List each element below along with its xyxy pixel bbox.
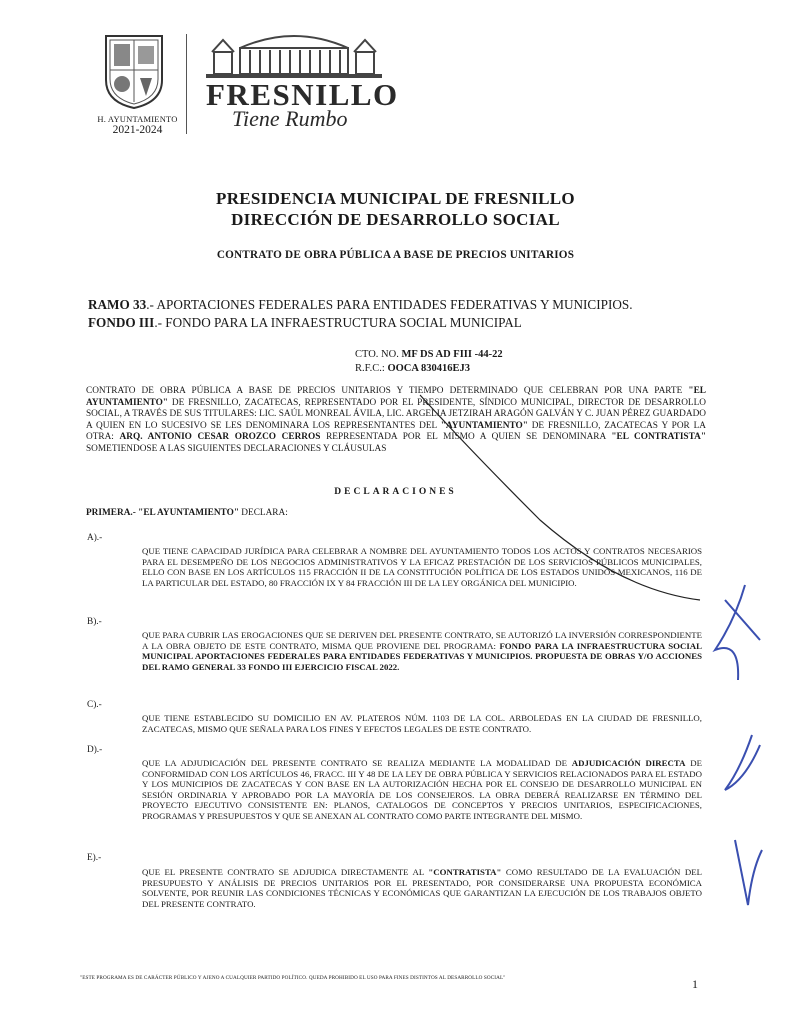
header-divider xyxy=(186,34,187,134)
rfc-value: OOCA 830416EJ3 xyxy=(387,363,470,374)
primera-label: PRIMERA.- "EL AYUNTAMIENTO" xyxy=(86,508,239,518)
contractor-name: ARQ. ANTONIO CESAR OROZCO CERROS xyxy=(119,432,321,442)
intro-text-4: REPRESENTADA POR EL MISMO A QUIEN SE DENOMINARA xyxy=(320,432,612,442)
ramo-line xyxy=(88,297,633,313)
intro-text-3: DE FRESNILLO, ZACATECAS Y POR LA OTRA: xyxy=(86,420,706,442)
intro-contratista: "EL CONTRATISTA" xyxy=(611,432,706,442)
item-e-contratista: "CONTRATISTA" xyxy=(428,867,502,877)
declaraciones-heading: DECLARACIONES xyxy=(334,487,457,497)
intro-text-5: SOMETIENDOSE A LAS SIGUIENTES DECLARACIONES Y CLÁUSULAS xyxy=(86,443,387,454)
item-b-paragraph xyxy=(142,630,702,672)
item-c-text: QUE TIENE ESTABLECIDO SU DOMICILIO EN AV. PLATEROS NÚM. 1103 DE LA COL. ARBOLEDAS EN LA CIUDAD DE FRESNILLO, ZACATECAS, MISMO QUE SEÑALA PARA LOS FINES Y EFECTOS LEGALES DE ESTE CONTRATO. xyxy=(142,713,702,734)
signature-blue-2 xyxy=(725,735,760,790)
fresnillo-building-logo-icon xyxy=(206,28,382,82)
item-d-modality: ADJUDICACIÓN DIRECTA xyxy=(571,758,686,768)
signature-blue-3 xyxy=(735,840,762,905)
fondo-text: .- FONDO PARA LA INFRAESTRUCTURA SOCIAL MUNICIPAL xyxy=(154,315,522,330)
municipal-seal-icon xyxy=(100,30,168,110)
cto-value: MF DS AD FIII -44-22 xyxy=(401,349,503,360)
item-d-text-1: QUE LA ADJUDICACIÓN DEL PRESENTE CONTRATO SE REALIZA MEDIANTE LA MODALIDAD DE xyxy=(142,758,572,768)
item-a-text: QUE TIENE CAPACIDAD JURÍDICA PARA CELEBRAR A NOMBRE DEL AYUNTAMIENTO TODOS LOS ACTOS Y CONTRATOS NECESARIOS PARA EL DESEMPEÑO DE LOS NEGOCIOS ADMINISTRATIVOS Y LA EFICAZ PRESTACIÓN DE LOS SERVICIOS PÚBLICOS MUNICIPALES, ELLO CON BASE EN LOS ARTÍCULOS 115 FRACCIÓN II DE LA CONSTITUCIÓN POLÍTICA DE LOS ESTADOS UNIDOS MEXICANOS, 116 DE LA PARTICULAR DEL ESTADO, 80 FRACCIÓN IX Y 84 FRACCIÓN III DE LA LEY ORGÁNICA DEL MUNICIPIO. xyxy=(142,546,702,588)
fondo-label: FONDO III xyxy=(88,315,155,330)
brand-slogan: Tiene Rumbo xyxy=(232,106,348,131)
cto-label: CTO. NO. xyxy=(355,349,399,360)
ayuntamiento-label: H. AYUNTAMIENTO xyxy=(97,114,178,124)
intro-paragraph xyxy=(86,386,706,455)
signature-blue-1 xyxy=(715,585,760,680)
rfc-line xyxy=(355,363,470,374)
administration-years: 2021-2024 xyxy=(112,124,163,136)
fondo-line xyxy=(88,315,522,331)
page-number: 1 xyxy=(692,977,698,991)
item-e-text-1: QUE EL PRESENTE CONTRATO SE ADJUDICA DIRECTAMENTE AL xyxy=(142,867,429,877)
item-e-paragraph xyxy=(142,867,702,909)
item-c-label: C).- xyxy=(87,700,102,710)
primera-heading xyxy=(86,508,288,518)
document-subtitle: DIRECCIÓN DE DESARROLLO SOCIAL xyxy=(231,210,560,229)
brand-name: FRESNILLO xyxy=(206,77,399,112)
item-b-program: FONDO PARA LA INFRAESTRUCTURA SOCIAL MUNICIPAL APORTACIONES FEDERALES PARA ENTIDADES FEDERATIVAS Y MUNICIPIOS. PROPUESTA DE OBRAS Y/O ACCIONES DEL RAMO GENERAL 33 FONDO III EJERCICIO FISCAL 2022. xyxy=(142,640,702,672)
item-e-text-2: COMO RESULTADO DE LA EVALUACIÓN DEL PRESUPUESTO Y ANÁLISIS DE PRECIOS UNITARIOS POR EL PRESENTADO, POR CONSIDERARSE UNA PROPUESTA ECONÓMICA SOLVENTE, POR REUNIR LAS CONDICIONES TÉCNICAS Y ECONÓMICAS QUE GARANTIZAN LA EJECUCIÓN DE LOS TRABAJOS OBJETO DEL PRESENTE CONTRATO. xyxy=(142,867,702,909)
intro-text-2: DE FRESNILLO, ZACATECAS, REPRESENTADO POR EL PRESIDENTE, SÍNDICO MUNICIPAL, DIRECTOR DE DESARROLLO SOCIAL, A TRAVÉS DE SUS TITULARES: LIC. SAÚL MONREAL ÁVILA, LIC. ARGELIA JETZIRAH ARAGÓN GALVÁN Y C. JUAN PÉREZ GUARDADO A QUIEN EN LO SUCESIVO SE LES DENOMINARA LOS REPRESENTANTES DEL xyxy=(86,397,706,431)
document-title: PRESIDENCIA MUNICIPAL DE FRESNILLO xyxy=(216,189,575,208)
ramo-label: RAMO 33 xyxy=(88,297,147,312)
ramo-text: .- APORTACIONES FEDERALES PARA ENTIDADES FEDERATIVAS Y MUNICIPIOS. xyxy=(146,297,633,312)
item-b-text: QUE PARA CUBRIR LAS EROGACIONES QUE SE DERIVEN DEL PRESENTE CONTRATO, SE AUTORIZÓ LA INVERSIÓN CORRESPONDIENTE A LA OBRA OBJETO DE ESTE CONTRATO, MISMA QUE PROVIENE DEL PROGRAMA: xyxy=(142,630,702,651)
item-a-label: A).- xyxy=(87,533,103,543)
rfc-label: R.F.C.: xyxy=(355,363,385,374)
intro-ayuntamiento-2: "AYUNTAMIENTO" xyxy=(440,420,528,431)
item-d-text-2: DE CONFORMIDAD CON LOS ARTÍCULOS 46, FRACC. III Y 48 DE LA LEY DE OBRA PÚBLICA Y SERVICIOS RELACIONADOS PARA EL ESTADO Y LOS MUNICIPIOS DE ZACATECAS Y CON BASE EN LA AUTORIZACIÓN HECHA POR EL CONSEJO DE DESARROLLO MUNICIPAL EN SESIÓN ORDINARIA Y APROBADO POR LA MAYORÍA DE LOS CONSEJEROS. LA OBRA DEBERÁ REALIZARSE EN TÉRMINO DEL PROYECTO EJECUTIVO CONSISTENTE EN: PLANOS, CATALOGOS DE CONCEPTOS Y PRECIOS UNITARIOS, ESPECIFICACIONES, PROGRAMAS Y PRESUPUESTOS Y QUE SE ANEXAN AL CONTRATO COMO PARTE INTEGRANTE DEL MISMO. xyxy=(142,758,702,821)
intro-text-1: CONTRATO DE OBRA PÚBLICA A BASE DE PRECIOS UNITARIOS Y TIEMPO DETERMINADO QUE CELEBRAN POR UNA PARTE xyxy=(86,386,689,396)
item-d-label: D).- xyxy=(87,745,103,755)
item-d-paragraph xyxy=(142,758,702,821)
footer-disclaimer: "ESTE PROGRAMA ES DE CARÁCTER PÚBLICO Y AJENO A CUALQUIER PARTIDO POLÍTICO. QUEDA PROHIBIDO EL USO PARA FINES DISTINTOS AL DESARROLLO SOCIAL" xyxy=(80,975,506,981)
item-b-label: B).- xyxy=(87,617,102,627)
item-e-label: E).- xyxy=(87,853,102,863)
intro-ayuntamiento: "EL AYUNTAMIENTO" xyxy=(86,386,706,408)
primera-verb: DECLARA: xyxy=(238,508,288,518)
contract-number xyxy=(355,349,503,360)
contract-type-heading: CONTRATO DE OBRA PÚBLICA A BASE DE PRECIOS UNITARIOS xyxy=(216,249,575,261)
